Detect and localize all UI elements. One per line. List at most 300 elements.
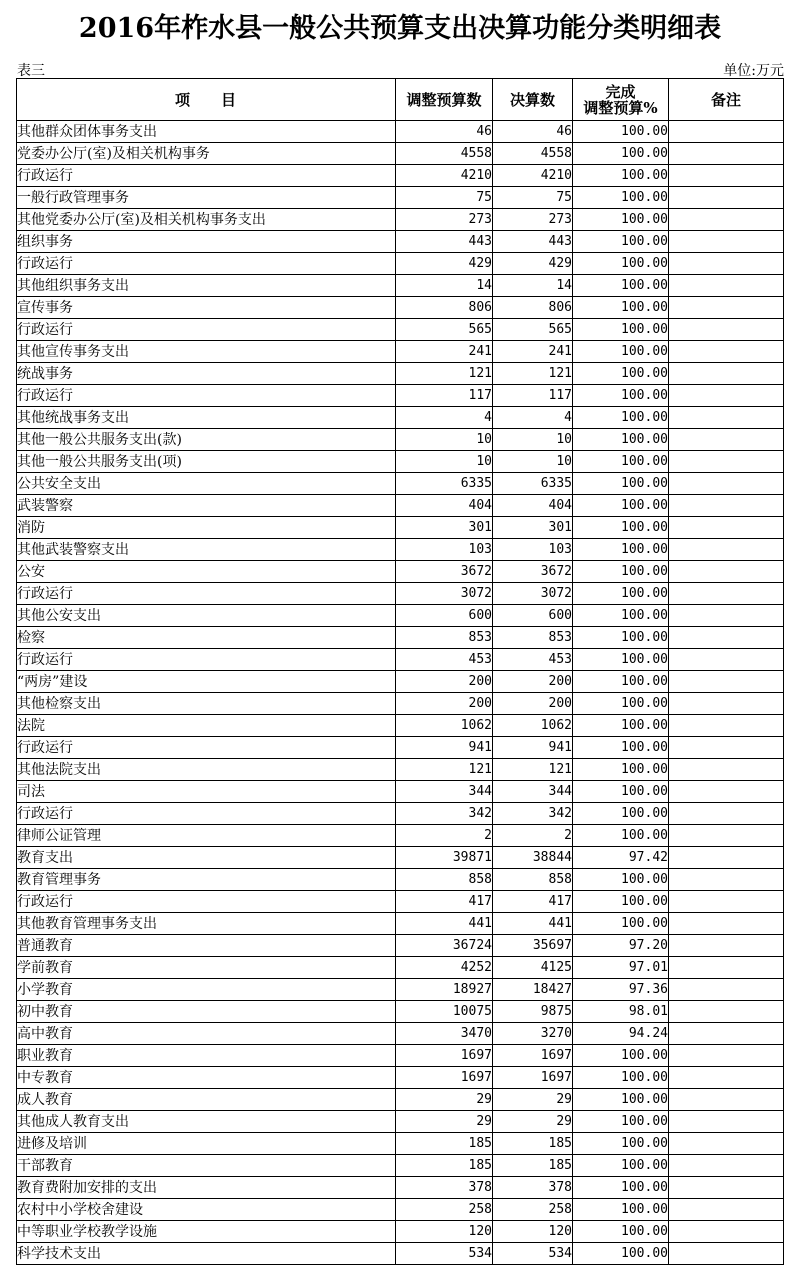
row-budget: 806 [396, 297, 493, 319]
row-actual: 4210 [493, 165, 573, 187]
row-note [669, 737, 784, 759]
row-item-name: “两房”建设 [17, 671, 396, 693]
row-item-name: 其他武装警察支出 [17, 539, 396, 561]
row-item-name: 成人教育 [17, 1089, 396, 1111]
row-item-name: 公安 [17, 561, 396, 583]
table-row [17, 1001, 784, 1023]
row-note [669, 253, 784, 275]
row-rate: 100.00 [573, 1133, 669, 1155]
table-header-row [17, 79, 784, 121]
row-actual: 185 [493, 1155, 573, 1177]
row-budget: 441 [396, 913, 493, 935]
header-rate [573, 79, 669, 121]
table-row [17, 1221, 784, 1243]
row-note [669, 495, 784, 517]
row-item-name: 科学技术支出 [17, 1243, 396, 1265]
row-rate: 100.00 [573, 1177, 669, 1199]
row-rate: 97.42 [573, 847, 669, 869]
row-rate: 100.00 [573, 253, 669, 275]
row-note [669, 275, 784, 297]
row-budget: 10075 [396, 1001, 493, 1023]
row-item-name: 公共安全支出 [17, 473, 396, 495]
row-actual: 10 [493, 451, 573, 473]
row-actual: 121 [493, 759, 573, 781]
header-item-char-1: 项 [174, 90, 191, 109]
row-budget: 241 [396, 341, 493, 363]
row-rate: 100.00 [573, 649, 669, 671]
row-rate: 100.00 [573, 517, 669, 539]
row-actual: 565 [493, 319, 573, 341]
row-note [669, 693, 784, 715]
row-item-name: 中等职业学校教学设施 [17, 1221, 396, 1243]
row-budget: 6335 [396, 473, 493, 495]
row-note [669, 583, 784, 605]
row-actual: 1697 [493, 1045, 573, 1067]
row-actual: 806 [493, 297, 573, 319]
row-rate: 100.00 [573, 165, 669, 187]
row-item-name: 司法 [17, 781, 396, 803]
table-row [17, 143, 784, 165]
row-actual: 185 [493, 1133, 573, 1155]
row-item-name: 职业教育 [17, 1045, 396, 1067]
row-actual: 3672 [493, 561, 573, 583]
row-note [669, 407, 784, 429]
row-note [669, 561, 784, 583]
table-row [17, 121, 784, 143]
row-rate: 100.00 [573, 1067, 669, 1089]
row-rate: 100.00 [573, 209, 669, 231]
row-actual: 853 [493, 627, 573, 649]
row-item-name: 行政运行 [17, 319, 396, 341]
row-item-name: 行政运行 [17, 165, 396, 187]
table-row [17, 847, 784, 869]
row-rate: 100.00 [573, 319, 669, 341]
row-budget: 3672 [396, 561, 493, 583]
table-row [17, 891, 784, 913]
row-note [669, 627, 784, 649]
table-row [17, 913, 784, 935]
row-note [669, 473, 784, 495]
row-note [669, 1001, 784, 1023]
table-row [17, 319, 784, 341]
row-rate: 100.00 [573, 143, 669, 165]
row-budget: 342 [396, 803, 493, 825]
row-actual: 3072 [493, 583, 573, 605]
row-actual: 35697 [493, 935, 573, 957]
row-rate: 100.00 [573, 429, 669, 451]
row-actual: 941 [493, 737, 573, 759]
row-item-name: 行政运行 [17, 583, 396, 605]
row-rate: 100.00 [573, 385, 669, 407]
row-budget: 378 [396, 1177, 493, 1199]
table-body [17, 121, 784, 1265]
row-actual: 441 [493, 913, 573, 935]
row-rate: 100.00 [573, 825, 669, 847]
row-note [669, 1155, 784, 1177]
row-budget: 941 [396, 737, 493, 759]
row-budget: 4210 [396, 165, 493, 187]
row-rate: 97.20 [573, 935, 669, 957]
row-item-name: 其他公安支出 [17, 605, 396, 627]
row-budget: 2 [396, 825, 493, 847]
row-item-name: 党委办公厅(室)及相关机构事务 [17, 143, 396, 165]
row-actual: 453 [493, 649, 573, 671]
row-rate: 100.00 [573, 1089, 669, 1111]
row-actual: 241 [493, 341, 573, 363]
row-actual: 1062 [493, 715, 573, 737]
row-actual: 534 [493, 1243, 573, 1265]
row-budget: 185 [396, 1133, 493, 1155]
row-actual: 18427 [493, 979, 573, 1001]
row-budget: 29 [396, 1089, 493, 1111]
row-note [669, 297, 784, 319]
row-note [669, 803, 784, 825]
row-rate: 100.00 [573, 495, 669, 517]
row-budget: 10 [396, 429, 493, 451]
row-actual: 10 [493, 429, 573, 451]
table-row [17, 803, 784, 825]
header-rate-line2: 调整预算% [583, 98, 658, 117]
row-budget: 4558 [396, 143, 493, 165]
table-row [17, 495, 784, 517]
row-rate: 100.00 [573, 891, 669, 913]
table-row [17, 671, 784, 693]
row-budget: 185 [396, 1155, 493, 1177]
row-budget: 121 [396, 363, 493, 385]
row-rate: 100.00 [573, 1045, 669, 1067]
row-actual: 46 [493, 121, 573, 143]
table-row [17, 935, 784, 957]
row-note [669, 231, 784, 253]
row-actual: 14 [493, 275, 573, 297]
row-actual: 342 [493, 803, 573, 825]
row-rate: 100.00 [573, 539, 669, 561]
table-row [17, 231, 784, 253]
row-item-name: 统战事务 [17, 363, 396, 385]
row-item-name: 组织事务 [17, 231, 396, 253]
row-note [669, 957, 784, 979]
row-actual: 200 [493, 671, 573, 693]
row-rate: 97.36 [573, 979, 669, 1001]
row-item-name: 其他党委办公厅(室)及相关机构事务支出 [17, 209, 396, 231]
row-note [669, 143, 784, 165]
row-note [669, 671, 784, 693]
row-rate: 100.00 [573, 1199, 669, 1221]
row-rate: 100.00 [573, 869, 669, 891]
row-note [669, 1243, 784, 1265]
table-row [17, 1023, 784, 1045]
row-note [669, 187, 784, 209]
table-row [17, 1067, 784, 1089]
row-budget: 417 [396, 891, 493, 913]
row-rate: 100.00 [573, 407, 669, 429]
row-note [669, 451, 784, 473]
row-rate: 100.00 [573, 451, 669, 473]
row-note [669, 781, 784, 803]
table-row [17, 341, 784, 363]
row-item-name: 干部教育 [17, 1155, 396, 1177]
table-row [17, 649, 784, 671]
row-actual: 4125 [493, 957, 573, 979]
row-rate: 100.00 [573, 473, 669, 495]
table-row [17, 253, 784, 275]
row-rate: 100.00 [573, 781, 669, 803]
row-item-name: 小学教育 [17, 979, 396, 1001]
table-row [17, 539, 784, 561]
row-item-name: 一般行政管理事务 [17, 187, 396, 209]
unit-label: 单位:万元 [723, 63, 784, 79]
row-note [669, 1089, 784, 1111]
row-rate: 100.00 [573, 1243, 669, 1265]
row-item-name: 教育管理事务 [17, 869, 396, 891]
row-note [669, 385, 784, 407]
row-actual: 2 [493, 825, 573, 847]
table-row [17, 1111, 784, 1133]
row-note [669, 847, 784, 869]
header-budget: 调整预算数 [396, 79, 493, 121]
table-row [17, 759, 784, 781]
table-row [17, 737, 784, 759]
row-note [669, 539, 784, 561]
row-item-name: 其他成人教育支出 [17, 1111, 396, 1133]
table-row [17, 209, 784, 231]
row-actual: 3270 [493, 1023, 573, 1045]
row-budget: 258 [396, 1199, 493, 1221]
row-actual: 600 [493, 605, 573, 627]
page-title: 2016年柞水县一般公共预算支出决算功能分类明细表 [78, 13, 722, 44]
row-note [669, 649, 784, 671]
row-item-name: 教育费附加安排的支出 [17, 1177, 396, 1199]
row-rate: 100.00 [573, 275, 669, 297]
row-actual: 858 [493, 869, 573, 891]
table-row [17, 517, 784, 539]
row-actual: 417 [493, 891, 573, 913]
row-budget: 10 [396, 451, 493, 473]
table-row [17, 869, 784, 891]
row-budget: 853 [396, 627, 493, 649]
row-actual: 4558 [493, 143, 573, 165]
row-note [669, 517, 784, 539]
table-row [17, 1199, 784, 1221]
row-rate: 100.00 [573, 187, 669, 209]
row-actual: 443 [493, 231, 573, 253]
row-rate: 100.00 [573, 561, 669, 583]
row-note [669, 979, 784, 1001]
row-rate: 100.00 [573, 605, 669, 627]
row-item-name: 法院 [17, 715, 396, 737]
row-rate: 100.00 [573, 737, 669, 759]
row-item-name: 其他检察支出 [17, 693, 396, 715]
row-rate: 100.00 [573, 1111, 669, 1133]
row-item-name: 高中教育 [17, 1023, 396, 1045]
row-item-name: 其他一般公共服务支出(项) [17, 451, 396, 473]
table-row [17, 1045, 784, 1067]
row-item-name: 行政运行 [17, 649, 396, 671]
table-row [17, 781, 784, 803]
table-row [17, 1089, 784, 1111]
row-rate: 97.01 [573, 957, 669, 979]
table-row [17, 693, 784, 715]
row-note [669, 715, 784, 737]
table-row [17, 429, 784, 451]
row-budget: 103 [396, 539, 493, 561]
row-budget: 46 [396, 121, 493, 143]
row-rate: 94.24 [573, 1023, 669, 1045]
row-note [669, 429, 784, 451]
table-number: 表三 [17, 63, 45, 79]
row-item-name: 武装警察 [17, 495, 396, 517]
row-note [669, 1067, 784, 1089]
row-budget: 29 [396, 1111, 493, 1133]
row-note [669, 1045, 784, 1067]
row-item-name: 其他群众团体事务支出 [17, 121, 396, 143]
row-item-name: 其他教育管理事务支出 [17, 913, 396, 935]
row-budget: 404 [396, 495, 493, 517]
row-note [669, 825, 784, 847]
row-actual: 103 [493, 539, 573, 561]
row-item-name: 其他组织事务支出 [17, 275, 396, 297]
table-row [17, 297, 784, 319]
row-actual: 6335 [493, 473, 573, 495]
row-item-name: 农村中小学校舍建设 [17, 1199, 396, 1221]
row-actual: 4 [493, 407, 573, 429]
row-budget: 273 [396, 209, 493, 231]
row-rate: 100.00 [573, 715, 669, 737]
row-actual: 344 [493, 781, 573, 803]
row-item-name: 行政运行 [17, 253, 396, 275]
table-row [17, 583, 784, 605]
budget-table [16, 78, 784, 1265]
row-item-name: 宣传事务 [17, 297, 396, 319]
row-item-name: 其他法院支出 [17, 759, 396, 781]
row-item-name: 消防 [17, 517, 396, 539]
row-rate: 100.00 [573, 297, 669, 319]
row-budget: 120 [396, 1221, 493, 1243]
row-actual: 1697 [493, 1067, 573, 1089]
row-budget: 565 [396, 319, 493, 341]
row-rate: 100.00 [573, 341, 669, 363]
row-budget: 39871 [396, 847, 493, 869]
row-budget: 3470 [396, 1023, 493, 1045]
row-budget: 36724 [396, 935, 493, 957]
row-budget: 344 [396, 781, 493, 803]
row-budget: 200 [396, 671, 493, 693]
table-row [17, 473, 784, 495]
row-note [669, 891, 784, 913]
row-actual: 9875 [493, 1001, 573, 1023]
table-row [17, 1133, 784, 1155]
table-row [17, 363, 784, 385]
row-budget: 121 [396, 759, 493, 781]
row-item-name: 进修及培训 [17, 1133, 396, 1155]
row-note [669, 605, 784, 627]
row-rate: 100.00 [573, 363, 669, 385]
table-row [17, 451, 784, 473]
row-note [669, 165, 784, 187]
row-note [669, 209, 784, 231]
row-item-name: 行政运行 [17, 891, 396, 913]
row-rate: 100.00 [573, 583, 669, 605]
row-note [669, 1177, 784, 1199]
row-budget: 301 [396, 517, 493, 539]
table-row [17, 1177, 784, 1199]
header-item [17, 79, 396, 121]
row-rate: 100.00 [573, 1155, 669, 1177]
row-rate: 100.00 [573, 671, 669, 693]
row-budget: 1697 [396, 1045, 493, 1067]
row-note [669, 1199, 784, 1221]
row-actual: 121 [493, 363, 573, 385]
row-item-name: 其他一般公共服务支出(款) [17, 429, 396, 451]
row-budget: 4 [396, 407, 493, 429]
row-note [669, 1023, 784, 1045]
row-note [669, 1111, 784, 1133]
row-budget: 4252 [396, 957, 493, 979]
row-item-name: 普通教育 [17, 935, 396, 957]
table-row [17, 407, 784, 429]
row-note [669, 341, 784, 363]
row-item-name: 学前教育 [17, 957, 396, 979]
row-rate: 100.00 [573, 693, 669, 715]
row-rate: 98.01 [573, 1001, 669, 1023]
table-row [17, 825, 784, 847]
row-actual: 29 [493, 1111, 573, 1133]
table-row [17, 627, 784, 649]
row-rate: 100.00 [573, 1221, 669, 1243]
header-rate-line1: 完成 [605, 82, 636, 101]
row-budget: 429 [396, 253, 493, 275]
row-actual: 117 [493, 385, 573, 407]
row-rate: 100.00 [573, 913, 669, 935]
row-budget: 534 [396, 1243, 493, 1265]
row-budget: 453 [396, 649, 493, 671]
row-item-name: 行政运行 [17, 385, 396, 407]
row-actual: 120 [493, 1221, 573, 1243]
header-item-char-2: 目 [221, 90, 238, 109]
row-actual: 258 [493, 1199, 573, 1221]
table-row [17, 187, 784, 209]
row-note [669, 1133, 784, 1155]
row-rate: 100.00 [573, 803, 669, 825]
row-item-name: 行政运行 [17, 803, 396, 825]
table-row [17, 1243, 784, 1265]
row-note [669, 363, 784, 385]
table-row [17, 1155, 784, 1177]
row-rate: 100.00 [573, 759, 669, 781]
row-budget: 75 [396, 187, 493, 209]
row-budget: 3072 [396, 583, 493, 605]
table-row [17, 561, 784, 583]
table-row [17, 979, 784, 1001]
row-budget: 18927 [396, 979, 493, 1001]
row-note [669, 935, 784, 957]
row-item-name: 行政运行 [17, 737, 396, 759]
row-actual: 273 [493, 209, 573, 231]
row-note [669, 319, 784, 341]
row-budget: 200 [396, 693, 493, 715]
row-note [669, 121, 784, 143]
table-row [17, 957, 784, 979]
row-budget: 1062 [396, 715, 493, 737]
row-budget: 600 [396, 605, 493, 627]
row-actual: 429 [493, 253, 573, 275]
row-actual: 38844 [493, 847, 573, 869]
row-item-name: 初中教育 [17, 1001, 396, 1023]
row-item-name: 其他统战事务支出 [17, 407, 396, 429]
row-actual: 200 [493, 693, 573, 715]
row-budget: 858 [396, 869, 493, 891]
row-item-name: 教育支出 [17, 847, 396, 869]
